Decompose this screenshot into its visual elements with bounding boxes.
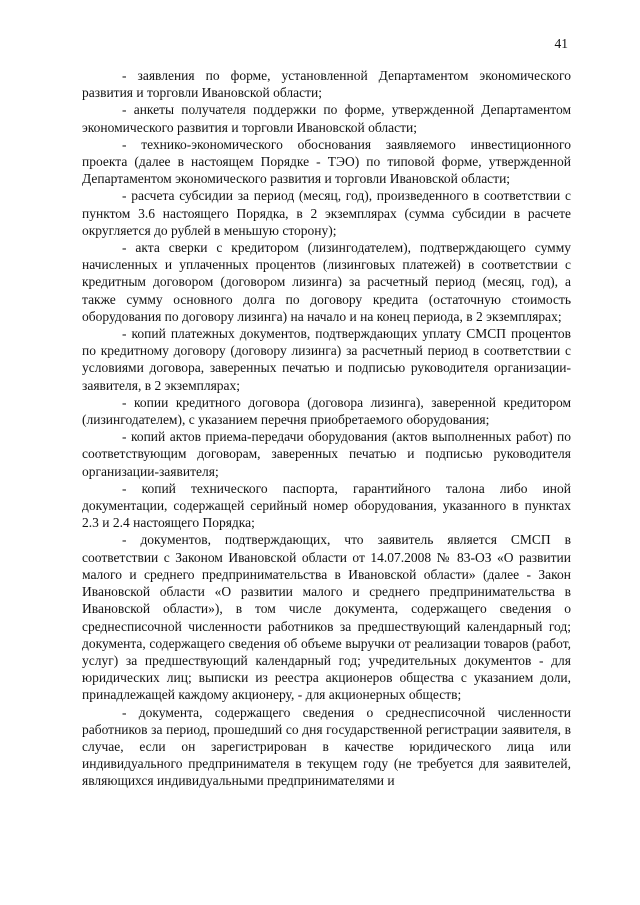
list-item: - документа, содержащего сведения о среднесписочной численности работников за период, прошедший со дня государственной регистрации заявителя, в случае, если он зарегистрирован в качестве юридического лица или индивидуального предпринимателя в текущем году (не требуется для заявителей, являющихся индивидуальными предпринимателями и xyxy=(82,704,571,789)
list-item: - расчета субсидии за период (месяц, год), произведенного в соответствии с пунктом 3.6 настоящего Порядка, в 2 экземплярах (сумма субсидии в расчете округляется до рублей в меньшую сторону); xyxy=(82,188,571,238)
list-item: - копий технического паспорта, гарантийного талона либо иной документации, содержащей серийный номер оборудования, указанного в пунктах 2.3 и 2.4 настоящего Порядка; xyxy=(82,480,571,531)
list-item: - документов, подтверждающих, что заявитель является СМСП в соответствии с Законом Ивановской области от 14.07.2008 № 83-ОЗ «О развитии малого и среднего предпринимательства в Ивановской области» (далее - Закон Ивановской области «О развитии малого и среднего предпринимательства в Ивановской области»), в том числе документа, содержащего сведения о среднесписочной численности работников за предшествующий календарный год; документа, содержащего сведения об объеме выручки от реализации товаров (работ, услуг) за предшествующий календарный год; учредительных документов - для юридических лиц; выписки из реестра акционеров общества с указанием доли, принадлежащей каждому акционеру, - для акционерных обществ; xyxy=(82,532,571,703)
list-item: - заявления по форме, установленной Департаментом экономического развития и торговли Ивановской области; xyxy=(82,68,571,101)
list-item: - анкеты получателя поддержки по форме, утвержденной Департаментом экономического развития и торговли Ивановской области; xyxy=(82,102,571,135)
list-item: - копий платежных документов, подтверждающих уплату СМСП процентов по кредитному договору (договору лизинга) за расчетный период в соответствии с условиями договора, заверенных печатью и подписью руководителя организации-заявителя, в 2 экземплярах; xyxy=(82,326,571,393)
list-item: - акта сверки с кредитором (лизингодателем), подтверждающего сумму начисленных и уплаченных процентов (лизинговых платежей) в соответствии с кредитным договором (договором лизинга) за расчетный период (месяц, год), а также сумму основного долга по договору кредита (остаточную стоимость оборудования по договору лизинга) на начало и на конец периода, в 2 экземплярах; xyxy=(82,240,571,324)
list-item: - копии кредитного договора (договора лизинга), заверенной кредитором (лизингодателем), с указанием перечня приобретаемого оборудования; xyxy=(82,394,571,428)
page-number: 41 xyxy=(554,36,568,51)
list-item: - технико-экономического обоснования заявляемого инвестиционного проекта (далее в настоящем Порядке - ТЭО) по типовой форме, утвержденной Департаментом экономического развития и торговли Ивановской области; xyxy=(82,136,571,187)
document-body xyxy=(82,67,571,790)
list-item: - копий актов приема-передачи оборудования (актов выполненных работ) по соответствующим договорам, заверенных печатью и подписью руководителя организации-заявителя; xyxy=(82,429,571,479)
